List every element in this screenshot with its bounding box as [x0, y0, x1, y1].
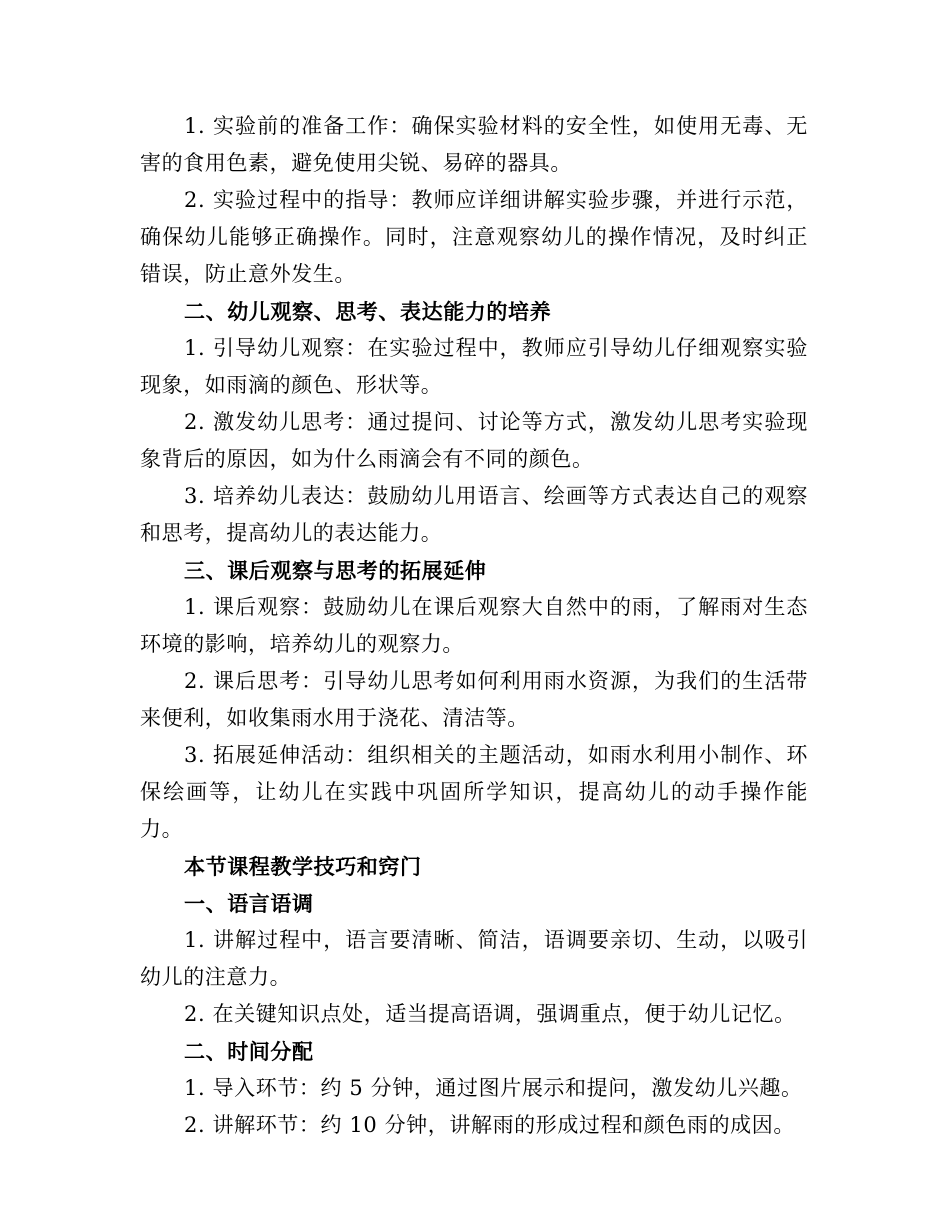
- paragraph: 1. 导入环节：约 5 分钟，通过图片展示和提问，激发幼儿兴趣。: [184, 1076, 803, 1100]
- paragraph: 2. 讲解环节：约 10 分钟，讲解雨的形成过程和颜色雨的成因。: [184, 1113, 795, 1137]
- paragraph: 1. 课后观察：鼓励幼儿在课后观察大自然中的雨，了解雨对生态环境的影响，培养幼儿的观察力。: [140, 595, 808, 656]
- paragraph: 1. 实验前的准备工作：确保实验材料的安全性，如使用无毒、无害的食用色素，避免使用尖锐、易碎的器具。: [140, 114, 808, 175]
- paragraph: 2. 实验过程中的指导：教师应详细讲解实验步骤，并进行示范，确保幼儿能够正确操作。同时，注意观察幼儿的操作情况，及时纠正错误，防止意外发生。: [140, 188, 808, 286]
- section-heading: 三、课后观察与思考的拓展延伸: [184, 558, 487, 583]
- paragraph: 1. 讲解过程中，语言要清晰、简洁，语调要亲切、生动，以吸引幼儿的注意力。: [140, 928, 808, 989]
- section-heading: 二、时间分配: [184, 1039, 314, 1064]
- document-body: [140, 108, 808, 1144]
- paragraph: 1. 引导幼儿观察：在实验过程中，教师应引导幼儿仔细观察实验现象，如雨滴的颜色、形状等。: [140, 336, 808, 397]
- paragraph: 3. 培养幼儿表达：鼓励幼儿用语言、绘画等方式表达自己的观察和思考，提高幼儿的表达能力。: [140, 484, 808, 545]
- paragraph: 2. 激发幼儿思考：通过提问、讨论等方式，激发幼儿思考实验现象背后的原因，如为什么雨滴会有不同的颜色。: [140, 410, 808, 471]
- section-heading: 本节课程教学技巧和窍门: [184, 854, 422, 879]
- paragraph: 2. 在关键知识点处，适当提高语调，强调重点，便于幼儿记忆。: [184, 1002, 796, 1026]
- paragraph: 2. 课后思考：引导幼儿思考如何利用雨水资源，为我们的生活带来便利，如收集雨水用于浇花、清洁等。: [140, 669, 808, 730]
- section-heading: 二、幼儿观察、思考、表达能力的培养: [184, 299, 552, 324]
- paragraph: 3. 拓展延伸活动：组织相关的主题活动，如雨水利用小制作、环保绘画等，让幼儿在实践中巩固所学知识，提高幼儿的动手操作能力。: [140, 743, 808, 841]
- section-heading: 一、语言语调: [184, 891, 314, 916]
